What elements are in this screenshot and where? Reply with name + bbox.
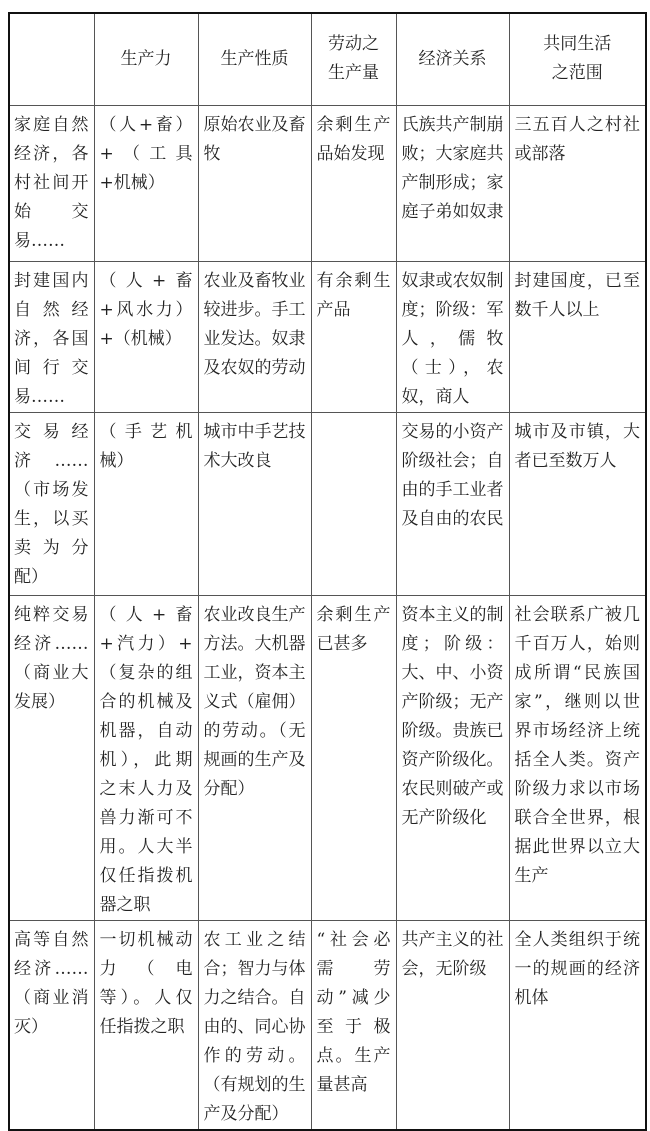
relations-cell: 氏族共产制崩败；大家庭共产制形成；家庭子弟如奴隶 [396, 105, 509, 261]
nature-cell: 农业及畜牧业较进步。手工业发达。奴隶及农奴的劳动 [198, 261, 311, 412]
relations-cell: 奴隶或农奴制度；阶级：军人，儒牧（士），农奴，商人 [396, 261, 509, 412]
stage-cell: 家庭自然经济，各村社间开始交易…… [9, 105, 94, 261]
table-row [9, 261, 646, 412]
nature-cell: 城市中手艺技术大改良 [198, 412, 311, 595]
stage-cell: 封建国内自然经济，各国间行交易…… [9, 261, 94, 412]
header-economic-relations: 经济关系 [396, 13, 509, 105]
table-row [9, 595, 646, 920]
table-row [9, 105, 646, 261]
relations-cell: 交易的小资产阶级社会；自由的手工业者及自由的农民 [396, 412, 509, 595]
output-cell: 有余剩生产品 [311, 261, 396, 412]
output-cell [311, 412, 396, 595]
nature-cell: 农业改良生产方法。大机器工业，资本主义式（雇佣）的劳动。（无规画的生产及分配） [198, 595, 311, 920]
table-row [9, 412, 646, 595]
stage-cell: 高等自然经济……（商业消灭） [9, 920, 94, 1130]
output-cell: 余剩生产已甚多 [311, 595, 396, 920]
economic-stages-table [8, 12, 647, 1131]
header-row [9, 13, 646, 105]
relations-cell: 资本主义的制度；阶级：大、中、小资产阶级；无产阶级。贵族已资产阶级化。农民则破产或无产阶级化 [396, 595, 509, 920]
relations-cell: 共产主义的社会，无阶级 [396, 920, 509, 1130]
scope-cell: 封建国度，已至数千人以上 [509, 261, 646, 412]
scope-cell: 社会联系广被几千百万人，始则成所谓“民族国家”，继则以世界市场经济上统括全人类。资产阶级力求以市场联合全世界，根据此世界以立大生产 [509, 595, 646, 920]
output-cell: “社会必需劳动”减少至于极点。生产量甚高 [311, 920, 396, 1130]
header-labor-output: 劳动之生产量 [311, 13, 396, 105]
header-nature-of-production: 生产性质 [198, 13, 311, 105]
scope-cell: 三五百人之村社或部落 [509, 105, 646, 261]
header-scope-of-common-life: 共同生活之范围 [509, 13, 646, 105]
scope-cell: 全人类组织于统一的规画的经济机体 [509, 920, 646, 1130]
scope-cell: 城市及市镇，大者已至数万人 [509, 412, 646, 595]
nature-cell: 原始农业及畜牧 [198, 105, 311, 261]
nature-cell: 农工业之结合；智力与体力之结合。自由的、同心协作的劳动。（有规划的生产及分配） [198, 920, 311, 1130]
table-row [9, 920, 646, 1130]
stage-cell: 纯粹交易经济……（商业大发展） [9, 595, 94, 920]
header-productive-forces: 生产力 [94, 13, 198, 105]
productive-forces-cell: （手艺机械） [94, 412, 198, 595]
header-cell-empty [9, 13, 94, 105]
output-cell: 余剩生产品始发现 [311, 105, 396, 261]
productive-forces-cell: 一切机械动力（电等）。人仅任指拨之职 [94, 920, 198, 1130]
stage-cell: 交易经济……（市场发生，以买卖为分配） [9, 412, 94, 595]
productive-forces-cell: （人+畜）+（工具+机械） [94, 105, 198, 261]
productive-forces-cell: （人+畜+汽力）+（复杂的组合的机械及机器，自动机），此期之末人力及兽力渐可不用。人大半仅任指拨机器之职 [94, 595, 198, 920]
productive-forces-cell: （人+畜+风水力）+（机械） [94, 261, 198, 412]
